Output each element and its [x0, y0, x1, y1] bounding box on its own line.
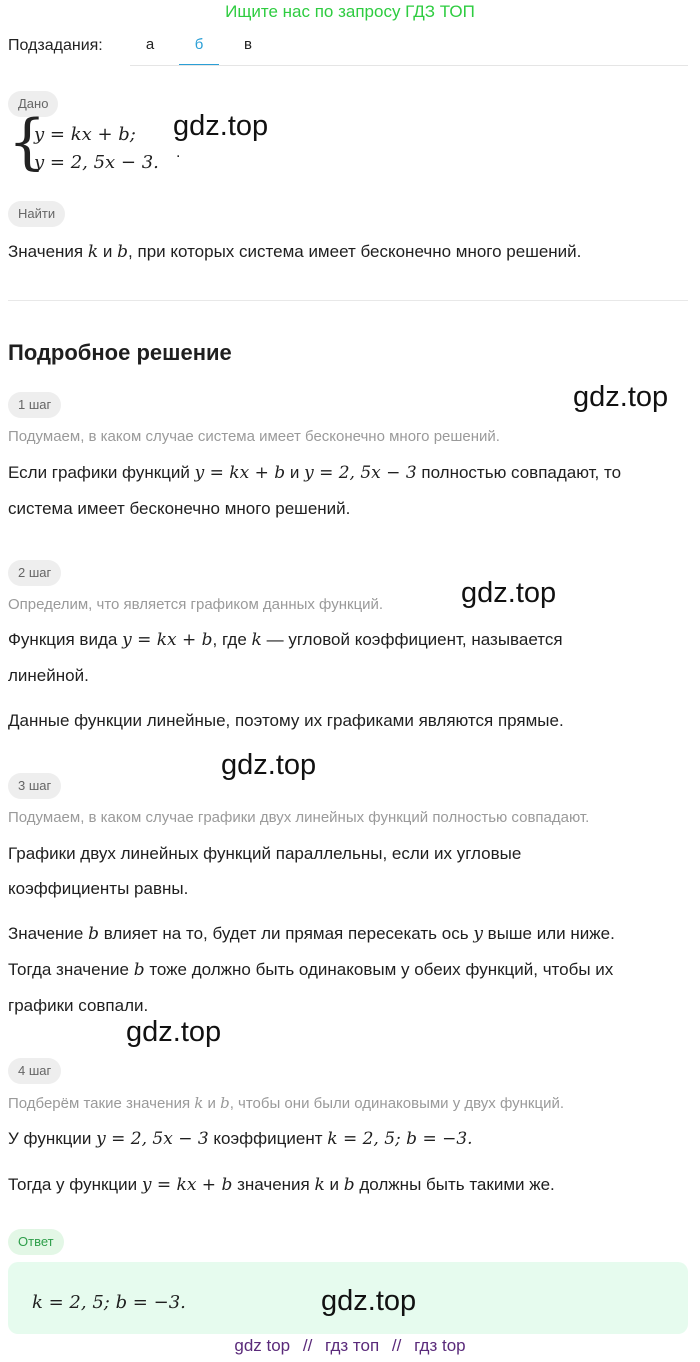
step-4-line-1: У функции y = 2, 5x − 3 коэффициент k = 2, 5; b = −3. — [8, 1129, 473, 1149]
subtasks-bar — [8, 30, 688, 66]
tab-a[interactable]: а — [145, 36, 155, 53]
step-1-line-2: система имеет бесконечно много решений. — [8, 499, 351, 518]
footer-link-1[interactable]: gdz top — [234, 1336, 291, 1355]
step-3-line-3: Значение b влияет на то, будет ли прямая пересекать ось y выше или ниже. — [8, 924, 615, 944]
footer-link-2[interactable]: гдз топ — [325, 1336, 380, 1355]
answer-chip: Ответ — [8, 1229, 64, 1255]
watermark: gdz.top — [321, 1285, 417, 1317]
step-2-line-2: линейной. — [8, 666, 89, 685]
system-line-1: y = kx + b; — [34, 124, 136, 145]
find-chip: Найти — [8, 201, 65, 227]
watermark: gdz.top — [221, 749, 317, 781]
step-2-chip: 2 шаг — [8, 560, 61, 586]
watermark: gdz.top — [126, 1016, 222, 1048]
footer-separator: // — [302, 1336, 313, 1355]
step-2-hint: Определим, что является графиком данных функций. — [8, 596, 384, 613]
watermark: gdz.top — [573, 381, 669, 413]
answer-value: k = 2, 5; b = −3. — [32, 1292, 186, 1313]
footer-link-3[interactable]: гдз top — [414, 1336, 466, 1355]
step-4-chip: 4 шаг — [8, 1058, 61, 1084]
step-3-line-4: Тогда значение b тоже должно быть одинаковым у обеих функций, чтобы их — [8, 960, 614, 980]
find-text: Значения k и b, при которых система имеет бесконечно много решений. — [8, 242, 582, 262]
step-3-hint: Подумаем, в каком случае графики двух линейных функций полностью совпадают. — [8, 809, 590, 826]
step-1-line-1: Если графики функций y = kx + b и y = 2, 5x − 3 полностью совпадают, то — [8, 463, 622, 483]
section-divider — [8, 300, 688, 301]
step-3-chip: 3 шаг — [8, 773, 61, 799]
step-1-chip: 1 шаг — [8, 392, 61, 418]
step-3-line-1: Графики двух линейных функций параллельны, если их угловые — [8, 844, 522, 863]
system-dot: . — [176, 144, 181, 161]
tabs-divider — [130, 65, 688, 66]
given-chip: Дано — [8, 91, 58, 117]
watermark: gdz.top — [173, 110, 269, 142]
watermark: gdz.top — [461, 577, 557, 609]
step-3-line-2: коэффициенты равны. — [8, 879, 189, 898]
step-2-line-1: Функция вида y = kx + b, где k — угловой коэффициент, называется — [8, 630, 563, 650]
step-4-line-2: Тогда у функции y = kx + b значения k и b должны быть такими же. — [8, 1175, 555, 1195]
footer-separator: // — [391, 1336, 402, 1355]
footer-links — [0, 1336, 700, 1356]
brace-icon: { — [8, 107, 47, 177]
subtasks-label: Подзадания: — [8, 37, 103, 54]
step-4-hint: Подберём такие значения k и b, чтобы они были одинаковыми у двух функций. — [8, 1094, 564, 1112]
step-1-hint: Подумаем, в каком случае система имеет бесконечно много решений. — [8, 428, 500, 445]
search-banner: Ищите нас по запросу ГДЗ ТОП — [225, 2, 475, 21]
step-3-line-5: графики совпали. — [8, 996, 149, 1015]
tab-b[interactable]: б — [179, 30, 219, 66]
system-line-2: y = 2, 5x − 3. — [34, 152, 159, 173]
step-2-line-3: Данные функции линейные, поэтому их графиками являются прямые. — [8, 711, 564, 730]
tab-v[interactable]: в — [244, 36, 252, 53]
solution-title: Подробное решение — [8, 340, 232, 365]
